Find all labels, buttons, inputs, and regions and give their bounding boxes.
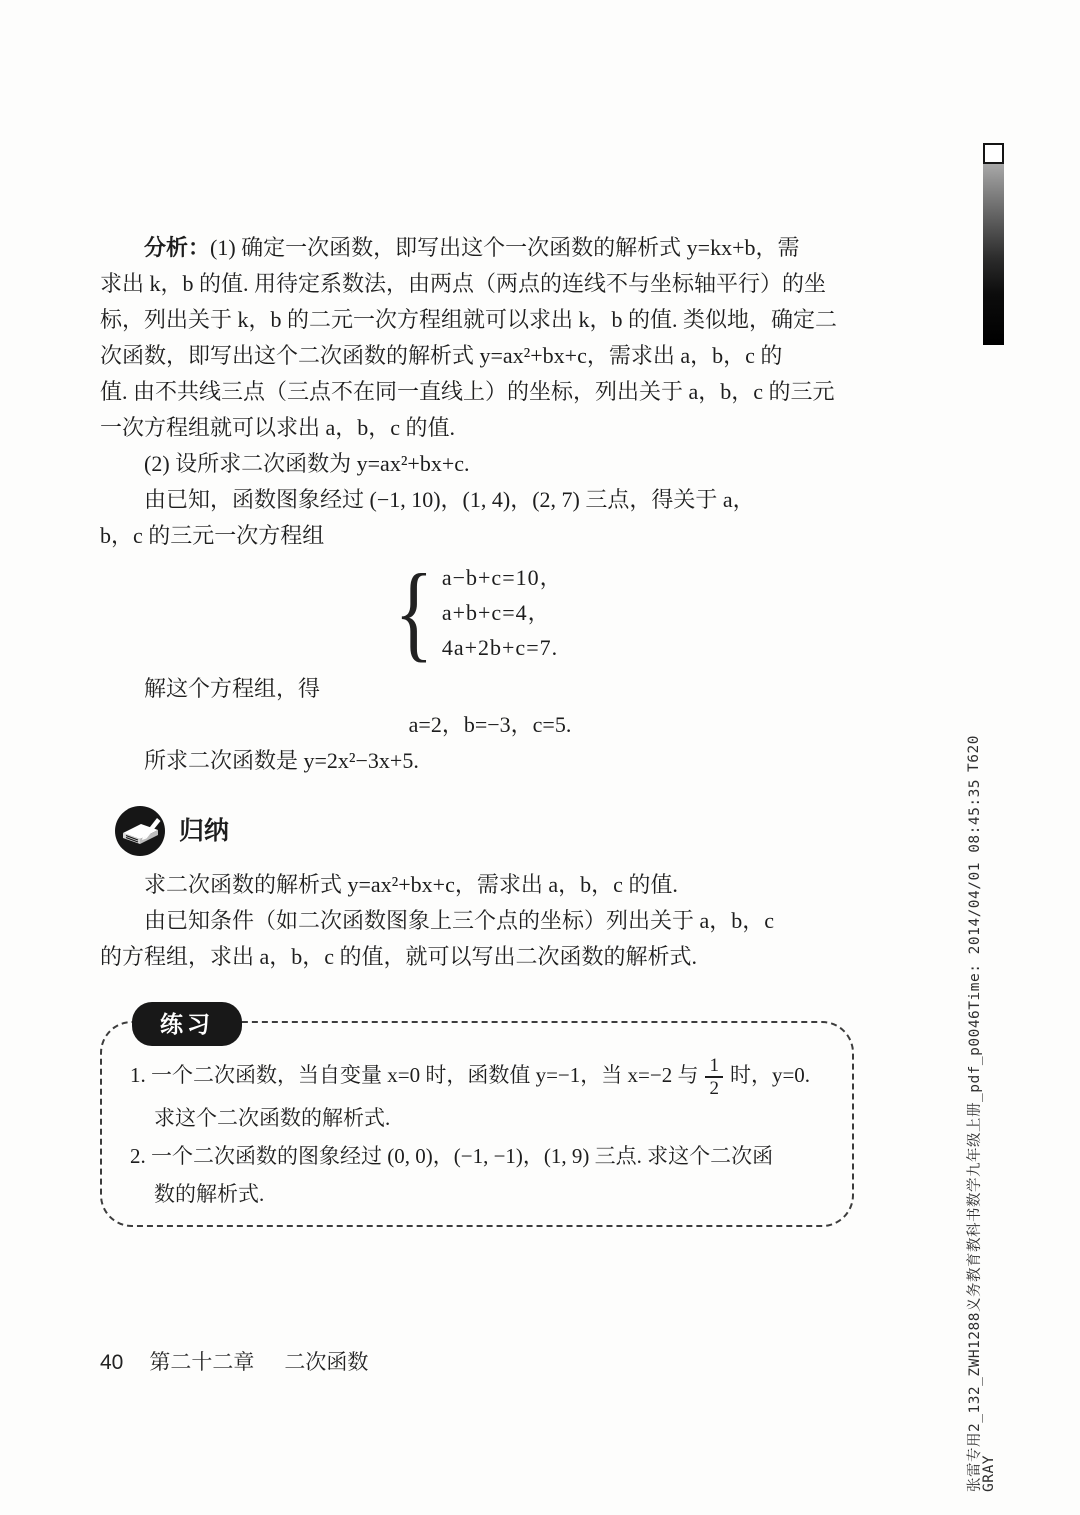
text-line: 的方程组，求出 a，b，c 的值，就可以写出二次函数的解析式. (100, 944, 698, 969)
text-line: b，c 的三元一次方程组 (100, 523, 325, 548)
chapter-title: 第二十二章 (149, 1350, 255, 1374)
practice-item-1 (130, 1053, 834, 1099)
text-line: 求这个二次函数的解析式. (154, 1106, 391, 1131)
analysis-label: 分析： (144, 235, 211, 260)
system-equations (442, 560, 563, 665)
section-title: 二次函数 (284, 1350, 369, 1374)
text-line: 由已知条件（如二次函数图象上三个点的坐标）列出关于 a，b，c (144, 908, 775, 933)
page-number: 40 (100, 1351, 124, 1374)
text-line: (2) 设所求二次函数为 y=ax²+bx+c. (144, 451, 470, 476)
text-line: 解这个方程组，得 (144, 676, 321, 701)
equation-system (388, 552, 880, 672)
equation-line: a−b+c=10， (441, 565, 563, 590)
book-pencil-icon (114, 805, 166, 857)
calibration-gradient (983, 164, 1004, 345)
practice-item-2: 2. 一个二次函数的图象经过 (0, 0)，(−1, −1)，(1, 9) 三点. 求这个二次函 (130, 1144, 774, 1169)
text-line: 1. 一个二次函数，当自变量 x=0 时，函数值 y=−1，当 x=−2 与 (130, 1063, 699, 1087)
text-line: 由已知，函数图象经过 (−1, 10)，(1, 4)，(2, 7) 三点，得关于 a， (144, 487, 755, 512)
text-line: 次函数，即写出这个二次函数的解析式 y=ax²+bx+c，需求出 a，b，c 的 (100, 343, 783, 368)
system-brace: { (394, 552, 434, 672)
text-line: (1) 确定一次函数，即写出这个一次函数的解析式 y=kx+b，需 (210, 235, 800, 260)
practice-box (100, 1011, 854, 1227)
practice-badge (132, 1002, 242, 1046)
equation-line: a+b+c=4， (441, 600, 551, 625)
text-line: 所求二次函数是 y=2x²−3x+5. (144, 748, 419, 773)
calibration-white-box (983, 143, 1004, 164)
summary-title: 归纳 (179, 817, 230, 845)
watermark-text: 张雷专用2_132_ZWH1288义务教育教科书数学九年级上册_pdf_p0046Time: 2014/04/01 08:45:35 (967, 778, 983, 1492)
solution-line: a=2，b=−3，c=5. (408, 712, 572, 737)
text-line: 标，列出关于 k，b 的二元一次方程组就可以求出 k，b 的值. 类似地，确定二 (100, 307, 838, 332)
fraction-numerator: 1 (705, 1055, 723, 1078)
page-footer (100, 1346, 368, 1376)
text-line: 数的解析式. (154, 1182, 265, 1207)
text-line: 值. 由不共线三点（三点不在同一直线上）的坐标，列出关于 a，b，c 的三元 (100, 379, 835, 404)
practice-badge-label: 练习 (160, 1011, 214, 1037)
scan-calibration-bar (983, 143, 1004, 345)
text-line: 求出 k，b 的值. 用待定系数法，由两点（两点的连线不与坐标轴平行）的坐 (100, 271, 827, 296)
fraction-denominator: 2 (709, 1078, 719, 1100)
page-content (100, 230, 880, 1227)
text-line: 一次方程组就可以求出 a，b，c 的值. (100, 415, 456, 440)
scan-code: T620 (966, 735, 982, 772)
fraction-one-half (705, 1055, 723, 1099)
summary-header (114, 805, 880, 857)
text-line: 时，y=0. (729, 1063, 811, 1087)
watermark-gray-label: GRAY (981, 1455, 997, 1492)
equation-line: 4a+2b+c=7. (441, 635, 559, 660)
text-line: 求二次函数的解析式 y=ax²+bx+c，需求出 a，b，c 的值. (144, 872, 678, 897)
analysis-first-line (100, 230, 880, 266)
